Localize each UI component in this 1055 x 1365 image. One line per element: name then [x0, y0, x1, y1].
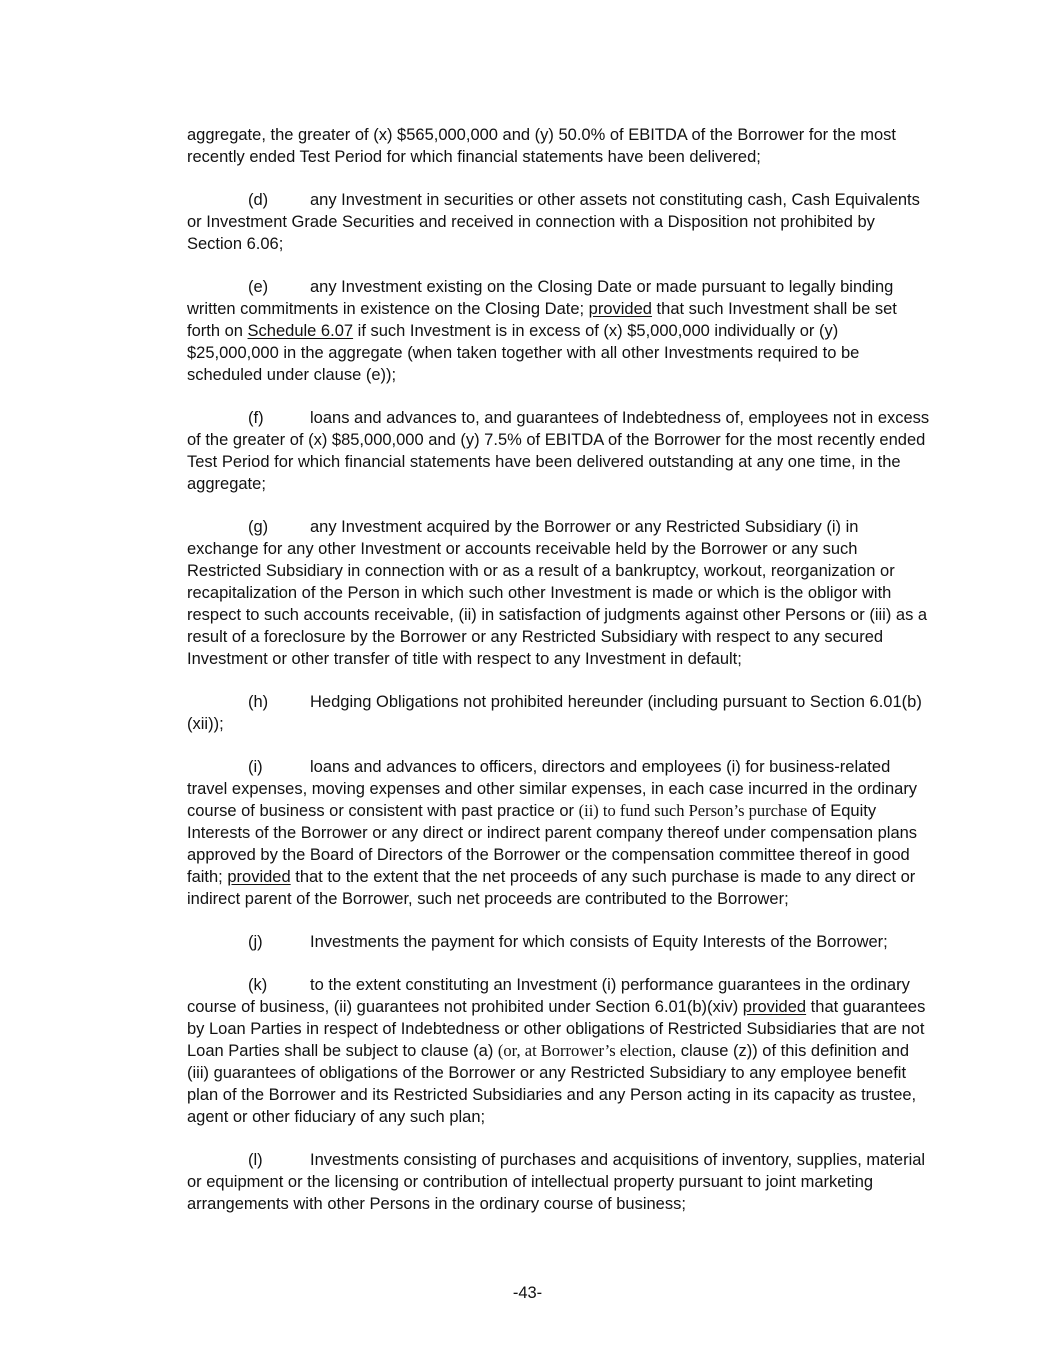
- paragraph-text: that to the extent that the net proceeds of any such purchase is made to any direct or indirect parent of the Borrower, such net proceeds are contributed to the Borrower;: [187, 868, 916, 908]
- schedule-reference: Schedule 6.07: [247, 322, 354, 340]
- paragraph-text: Investments consisting of purchases and acquisitions of inventory, supplies, material or equipment or the licensing or contribution of intellectual property pursuant to joint marketing arrangements with other Persons in the ordinary course of business;: [187, 1151, 926, 1213]
- clause-label: (i): [248, 758, 263, 776]
- paragraph-d: [187, 189, 932, 255]
- provided-underlined: provided: [742, 998, 807, 1016]
- page-number: -43-: [512, 1284, 543, 1302]
- paragraph-h: [187, 691, 932, 735]
- paragraph-g: [187, 516, 932, 670]
- paragraph-text: to the extent constituting an Investment (i) performance guarantees in the ordinary course of business, (ii) guarantees not prohibited under Section 6.01(b)(xiv): [187, 976, 910, 1016]
- paragraph-text: loans and advances to officers, directors and employees (i) for business-related travel expenses, moving expenses and other similar expenses, in each case incurred in the ordinary course of business or consistent with past practice or: [187, 758, 918, 820]
- document-body: [187, 124, 932, 1236]
- paragraph-text: that such Investment shall be set forth on: [187, 300, 897, 340]
- clause-label: (h): [248, 693, 269, 711]
- serif-text: (ii) to fund such Person’s purchase: [578, 801, 808, 820]
- paragraph-text: any Investment existing on the Closing Date or made pursuant to legally binding written commitments in existence on the Closing Date;: [187, 278, 894, 318]
- clause-label: (k): [248, 976, 268, 994]
- paragraph-text: any Investment acquired by the Borrower or any Restricted Subsidiary (i) in exchange for any other Investment or accounts receivable held by the Borrower or any such Restricted Subsidiary in connection with or as a result of a bankruptcy, workout, reorganization or recapitalization of the Person in which such other Investment is made or which is the obligor with respect to such accounts receivable, (ii) in satisfaction of judgments against other Persons or (iii) as a result of a foreclosure by the Borrower or any Restricted Subsidiary with respect to any secured Investment or other transfer of title with respect to any Investment in default;: [187, 518, 928, 668]
- paragraph-e: [187, 276, 932, 386]
- paragraph-text: Hedging Obligations not prohibited hereunder (including pursuant to Section 6.01(b)(xii));: [187, 693, 922, 733]
- paragraph-text: Investments the payment for which consists of Equity Interests of the Borrower;: [310, 933, 888, 951]
- paragraph-l: [187, 1149, 932, 1215]
- clause-label: (f): [248, 409, 264, 427]
- paragraph-text: clause (z)) of this definition and (iii) guarantees of obligations of the Borrower or any Restricted Subsidiary to any employee benefit plan of the Borrower and its Restricted Subsidiaries and any Person acting in its capacity as trustee, agent or other fiduciary of any such plan;: [187, 1042, 917, 1126]
- paragraph-i: [187, 756, 932, 910]
- clause-label: (d): [248, 191, 269, 209]
- serif-text: (or, at Borrower’s election,: [497, 1041, 677, 1060]
- clause-label: (g): [248, 518, 269, 536]
- paragraph-j: [187, 931, 932, 953]
- paragraph-text: aggregate, the greater of (x) $565,000,000 and (y) 50.0% of EBITDA of the Borrower for the most recently ended Test Period for which financial statements have been delivered;: [187, 126, 896, 166]
- paragraph-continuation: [187, 124, 932, 168]
- provided-underlined: provided: [588, 300, 652, 318]
- clause-label: (l): [248, 1151, 263, 1169]
- clause-label: (j): [248, 933, 263, 951]
- paragraph-text: that guarantees by Loan Parties in respect of Indebtedness or other obligations of Restricted Subsidiaries that are not Loan Parties shall be subject to clause (a): [187, 998, 926, 1060]
- paragraph-text: if such Investment is in excess of (x) $5,000,000 individually or (y) $25,000,000 in the aggregate (when taken together with all other Investments required to be scheduled under clause (e));: [187, 322, 860, 384]
- paragraph-text: any Investment in securities or other assets not constituting cash, Cash Equivalents or Investment Grade Securities and received in connection with a Disposition not prohibited by Section 6.06;: [187, 191, 920, 253]
- paragraph-text: of Equity Interests of the Borrower or any direct or indirect parent company thereof under compensation plans approved by the Board of Directors of the Borrower or the compensation committee thereof in good faith;: [187, 802, 918, 886]
- clause-label: (e): [248, 278, 269, 296]
- paragraph-f: [187, 407, 932, 495]
- paragraph-text: loans and advances to, and guarantees of Indebtedness of, employees not in excess of the greater of (x) $85,000,000 and (y) 7.5% of EBITDA of the Borrower for the most recently ended Test Period for which financial statements have been delivered outstanding at any one time, in the aggregate;: [187, 409, 930, 493]
- paragraph-k: [187, 974, 932, 1128]
- provided-underlined: provided: [227, 868, 291, 886]
